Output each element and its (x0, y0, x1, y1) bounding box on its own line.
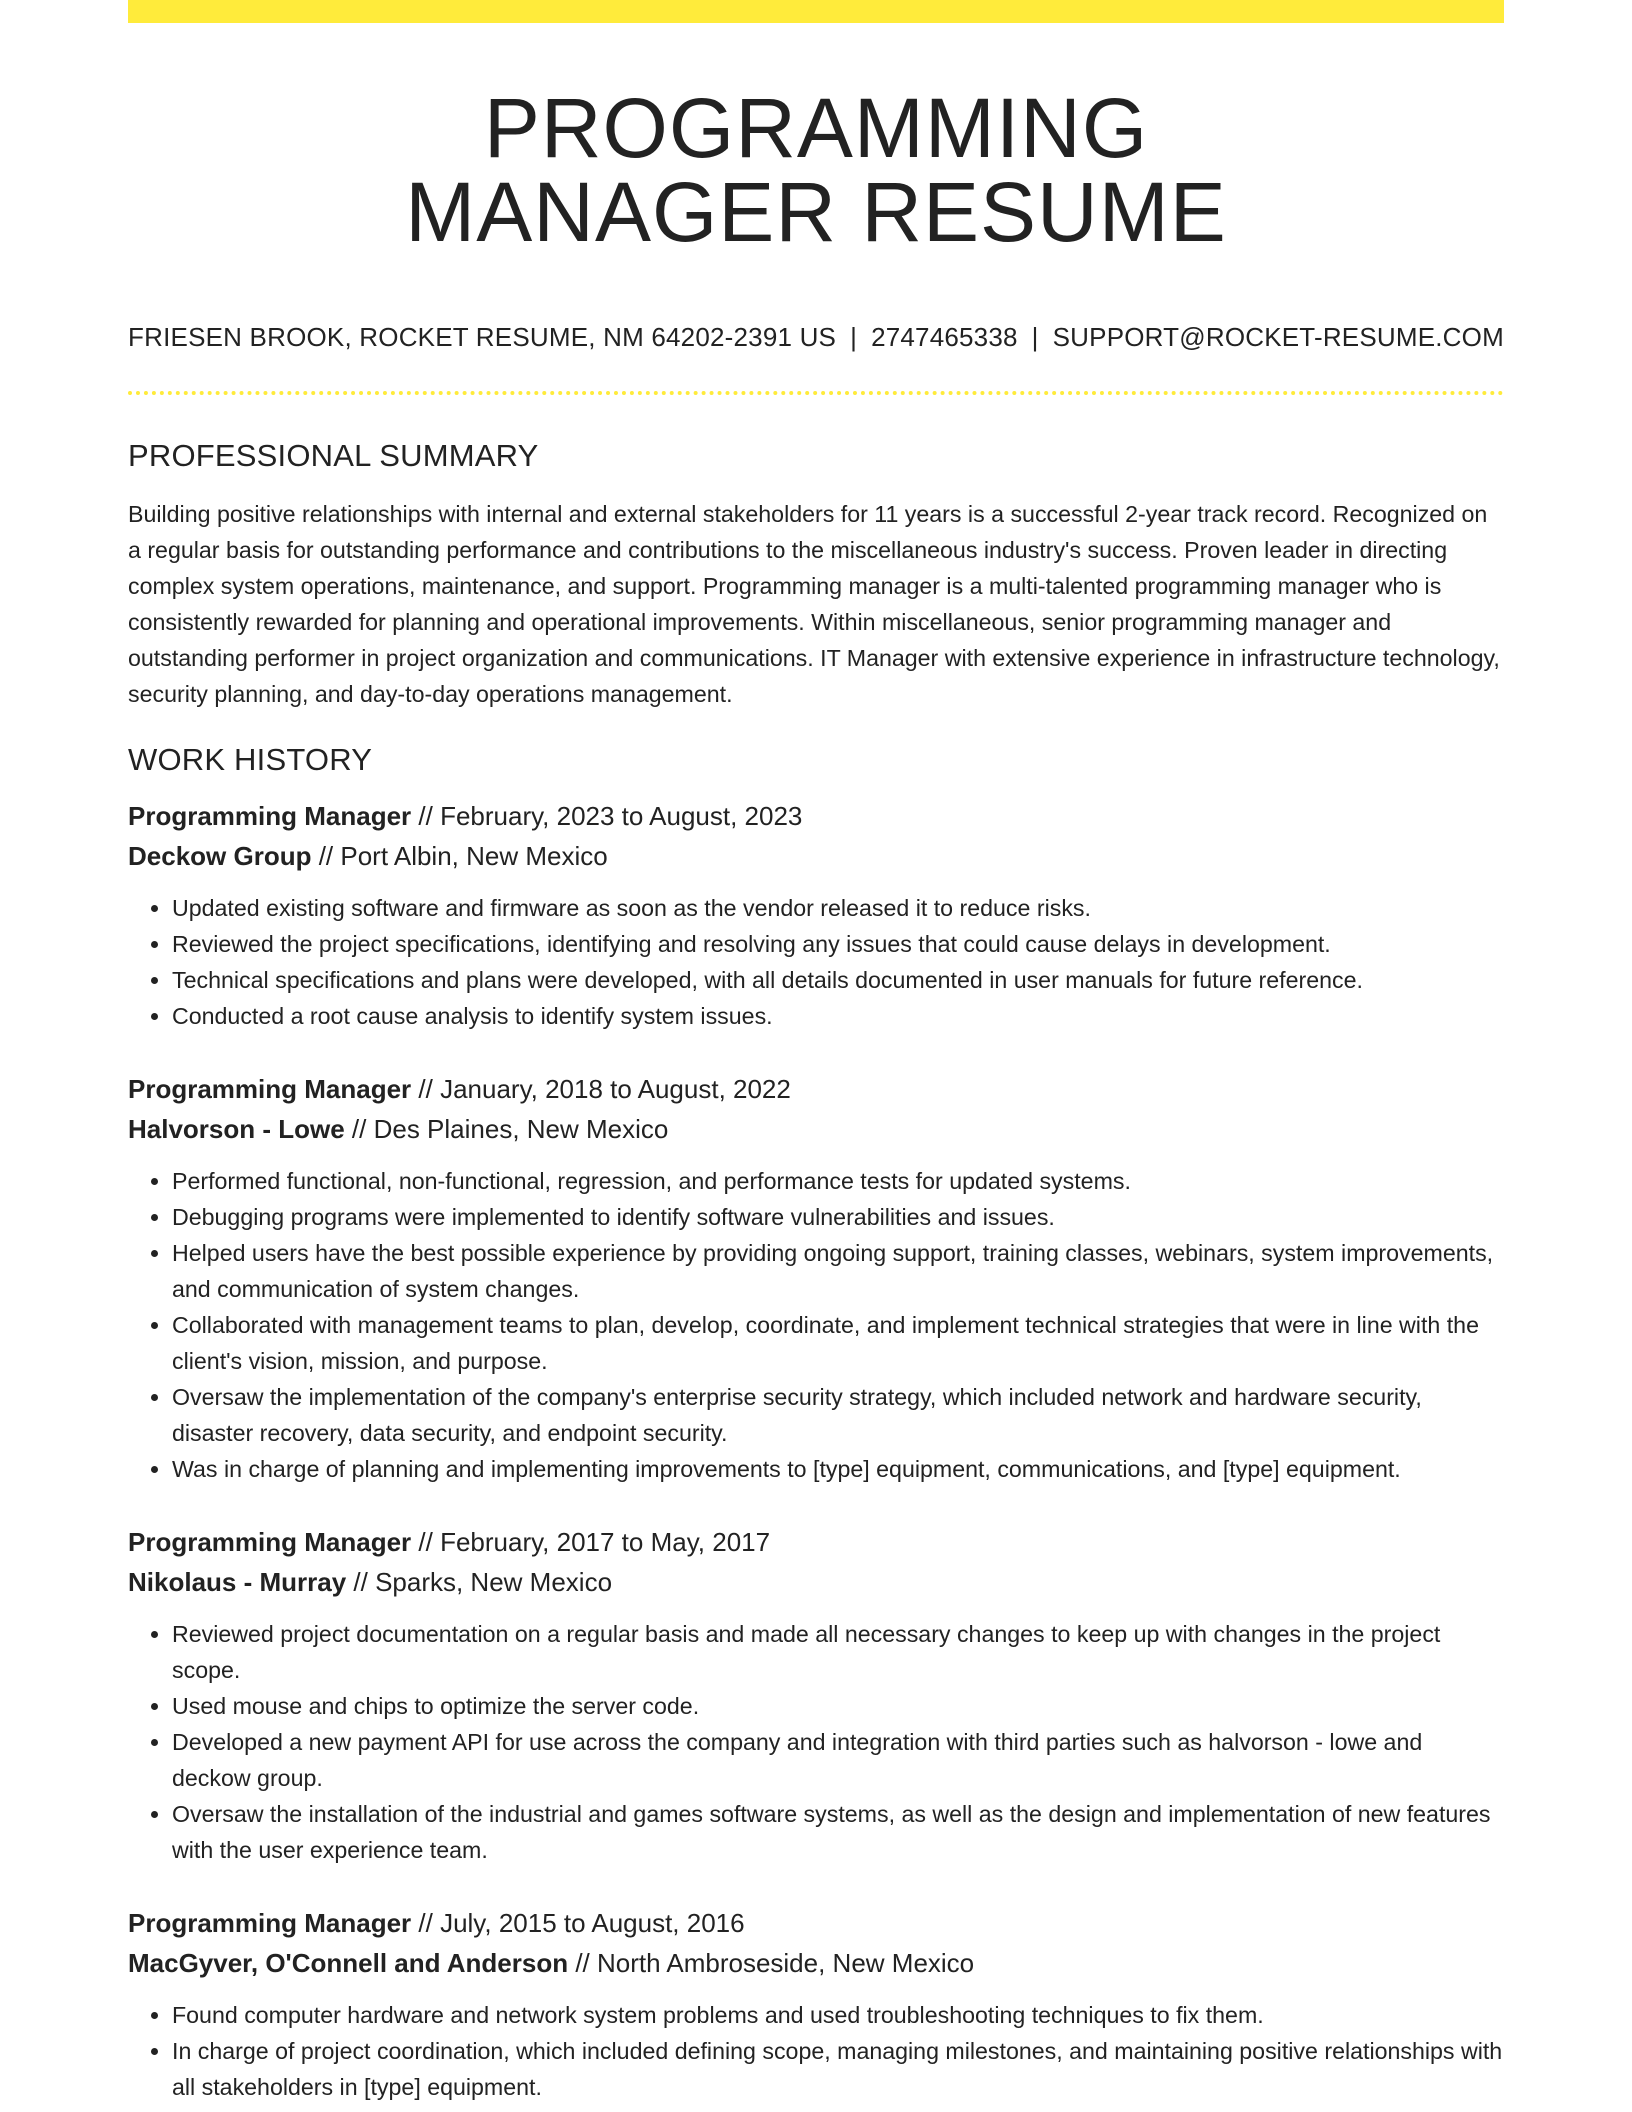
duty-item: • Developed a new payment API for use across the company and integration with third parties such as halvorson - lowe and deckow group. (172, 1724, 1504, 1796)
duty-item: • Debugging programs were implemented to identify software vulnerabilities and issues. (172, 1199, 1504, 1235)
duty-item: • Was in charge of planning and implementing improvements to [type] equipment, communications, and [type] equipment. (172, 1451, 1504, 1487)
job-entry (128, 796, 1504, 1034)
job-spacer (128, 1487, 1504, 1522)
duty-item: • Technical specifications and plans were developed, with all details documented in user manuals for future reference. (172, 962, 1504, 998)
job-title-line (128, 1069, 1504, 1109)
duty-item: • Reviewed project documentation on a regular basis and made all necessary changes to keep up with changes in the project scope. (172, 1616, 1504, 1688)
job-company: Halvorson - Lowe (128, 1114, 345, 1144)
section-heading: PROFESSIONAL SUMMARY (128, 438, 539, 473)
section-heading: WORK HISTORY (128, 742, 373, 777)
contact-separator: | (1031, 322, 1039, 352)
job-spacer (128, 1034, 1504, 1069)
job-title: Programming Manager (128, 1908, 412, 1938)
job-location: // Sparks, New Mexico (346, 1567, 613, 1597)
summary-text: Building positive relationships with internal and external stakeholders for 11 years is a successful 2-year track record. Recognized on a regular basis for outstanding performance and contributions to the miscellaneous industry's success. Proven leader in directing complex system operations, maintenance, and support. Programming manager is a multi-talented programming manager who is consistently rewarded for planning and operational improvements. Within miscellaneous, senior programming manager and outstanding performer in project organization and communications. IT Manager with extensive experience in infrastructure technology, security planning, and day-to-day operations management. (128, 501, 1500, 707)
job-title: Programming Manager (128, 1527, 412, 1557)
duty-item: • Oversaw the implementation of the company's enterprise security strategy, which included network and hardware security, disaster recovery, data security, and endpoint security. (172, 1379, 1504, 1451)
job-dates: // July, 2015 to August, 2016 (411, 1908, 745, 1938)
job-location: // Des Plaines, New Mexico (344, 1114, 669, 1144)
job-title-line (128, 1522, 1504, 1562)
duty-item: • Conducted a root cause analysis to identify system issues. (172, 998, 1504, 1034)
contact-email[interactable]: SUPPORT@ROCKET-RESUME.COM (1052, 322, 1504, 352)
job-entry (128, 1903, 1504, 2105)
job-company-line (128, 836, 1504, 876)
job-dates: // February, 2017 to May, 2017 (411, 1527, 771, 1557)
job-location: // North Ambroseside, New Mexico (568, 1948, 975, 1978)
job-title-line (128, 1903, 1504, 1943)
job-duties-list (128, 890, 1504, 1034)
job-duties-list (128, 1163, 1504, 1487)
duty-item: • Oversaw the installation of the industrial and games software systems, as well as the design and implementation of new features with the user experience team. (172, 1796, 1504, 1868)
resume-content (128, 436, 1504, 2105)
job-location: // Port Albin, New Mexico (311, 841, 608, 871)
job-title: Programming Manager (128, 801, 412, 831)
job-dates: // February, 2023 to August, 2023 (411, 801, 803, 831)
job-company-line (128, 1562, 1504, 1602)
duty-item: • Used mouse and chips to optimize the server code. (172, 1688, 1504, 1724)
job-company: Deckow Group (128, 841, 312, 871)
professional-summary-section (128, 436, 1504, 712)
title-line-1: PROGRAMMING (483, 81, 1149, 175)
job-duties-list (128, 1997, 1504, 2105)
title-line-2: MANAGER RESUME (405, 165, 1227, 259)
duty-item: • Collaborated with management teams to plan, develop, coordinate, and implement technical strategies that were in line with the client's vision, mission, and purpose. (172, 1307, 1504, 1379)
job-entry (128, 1522, 1504, 1868)
job-company-line (128, 1109, 1504, 1149)
duty-item: • Performed functional, non-functional, regression, and performance tests for updated systems. (172, 1163, 1504, 1199)
duty-item: • Found computer hardware and network system problems and used troubleshooting techniques to fix them. (172, 1997, 1504, 2033)
job-company: MacGyver, O'Connell and Anderson (128, 1948, 569, 1978)
job-title: Programming Manager (128, 1074, 412, 1104)
dotted-divider (128, 391, 1504, 395)
job-spacer (128, 1868, 1504, 1903)
contact-line (128, 322, 1504, 352)
duty-item: • Helped users have the best possible experience by providing ongoing support, training classes, webinars, system improvements, and communication of system changes. (172, 1235, 1504, 1307)
contact-address: FRIESEN BROOK, ROCKET RESUME, NM 64202-2391 US (128, 322, 837, 352)
work-history-section (128, 740, 1504, 2105)
job-company-line (128, 1943, 1504, 1983)
duty-item: • Reviewed the project specifications, identifying and resolving any issues that could cause delays in development. (172, 926, 1504, 962)
accent-top-bar (128, 0, 1504, 23)
job-duties-list (128, 1616, 1504, 1868)
job-entry (128, 1069, 1504, 1487)
job-company: Nikolaus - Murray (128, 1567, 347, 1597)
contact-phone: 2747465338 (871, 322, 1018, 352)
job-title-line (128, 796, 1504, 836)
resume-title (128, 81, 1504, 259)
job-dates: // January, 2018 to August, 2022 (411, 1074, 791, 1104)
duty-item: • Updated existing software and firmware as soon as the vendor released it to reduce risks. (172, 890, 1504, 926)
contact-separator: | (850, 322, 858, 352)
duty-item: • In charge of project coordination, which included defining scope, managing milestones, and maintaining positive relationships with all stakeholders in [type] equipment. (172, 2033, 1504, 2105)
